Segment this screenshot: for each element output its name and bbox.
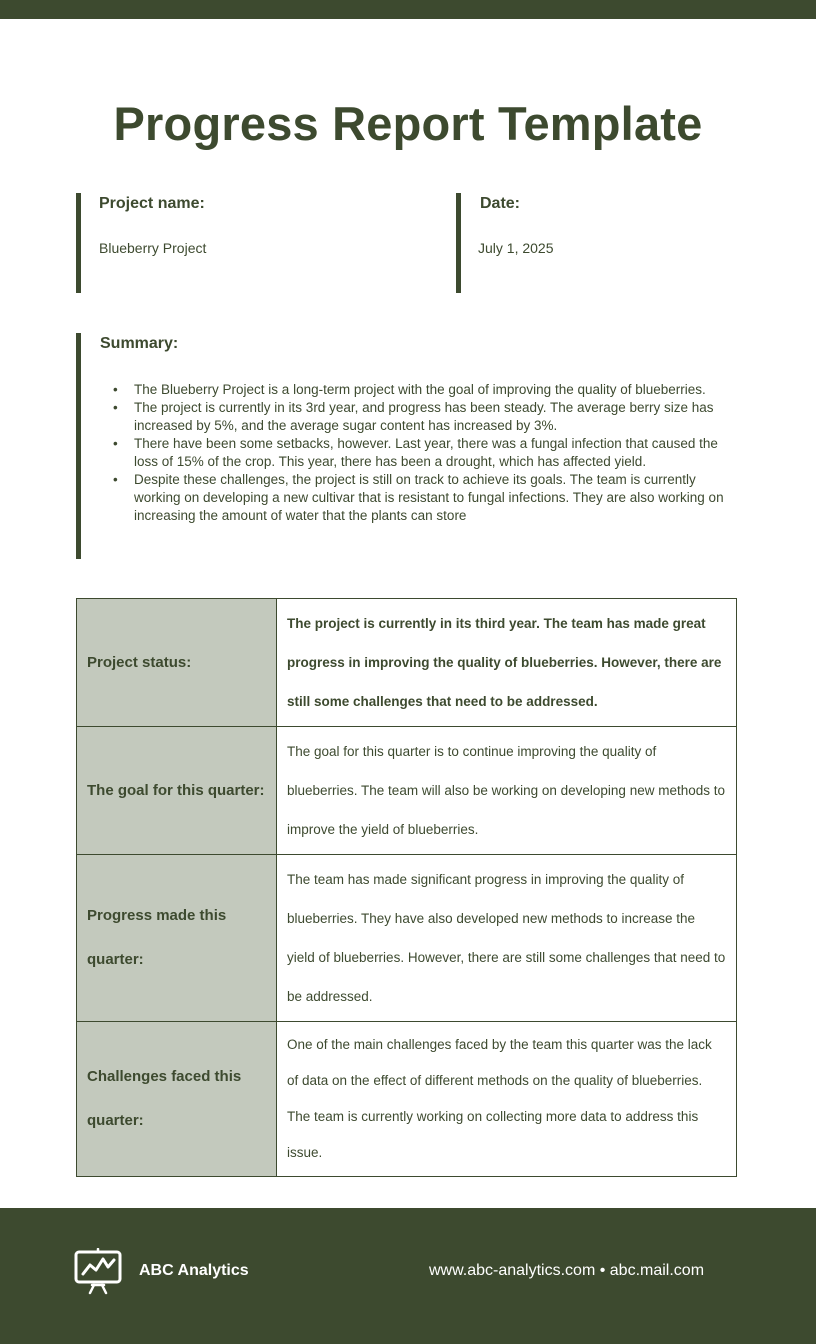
summary-item: • Despite these challenges, the project is still on track to achieve its goals. The team is currently working on developing a new cultivar that is resistant to fungal infections. They are also working on increasing the amount of water that the plants can store: [129, 471, 741, 525]
table-value: One of the main challenges faced by the team this quarter was the lack of data on the effect of different methods on the quality of blueberries. The team is currently working on collecting more data to address this issue.: [277, 1022, 737, 1177]
summary-item: • The Blueberry Project is a long-term project with the goal of improving the quality of blueberries.: [129, 381, 741, 399]
table-row-challenges: [77, 1022, 737, 1177]
table-value: The project is currently in its third year. The team has made great progress in improving the quality of blueberries. However, there are still some challenges that need to be addressed.: [277, 599, 737, 727]
summary-list: [129, 381, 741, 525]
table-row-project-status: [77, 599, 737, 727]
summary-block: [76, 333, 738, 559]
presentation-chart-icon: [74, 1248, 122, 1296]
project-name-value: Blueberry Project: [99, 240, 207, 256]
summary-item: • The project is currently in its 3rd year, and progress has been steady. The average berry size has increased by 5%, and the average sugar content has increased by 3%.: [129, 399, 741, 435]
table-key: The goal for this quarter:: [77, 727, 277, 855]
table-key: Challenges faced this quarter:: [77, 1022, 277, 1177]
project-name-block: [76, 193, 436, 293]
date-value: July 1, 2025: [478, 240, 554, 256]
summary-item: • There have been some setbacks, however. Last year, there was a fungal infection that caused the loss of 15% of the crop. This year, there has been a drought, which has affected yield.: [129, 435, 741, 471]
summary-label: Summary:: [100, 335, 179, 352]
table-row-progress: [77, 855, 737, 1022]
table-row-quarter-goal: [77, 727, 737, 855]
brand-name: ABC Analytics: [139, 1262, 249, 1279]
date-block: [456, 193, 756, 293]
table-value: The team has made significant progress in improving the quality of blueberries. They have also developed new methods to increase the yield of blueberries. However, there are still some challenges that need to be addressed.: [277, 855, 737, 1022]
page-title: Progress Report Template: [113, 97, 703, 150]
status-table: [76, 598, 737, 1177]
footer-contact: www.abc-analytics.com • abc.mail.com: [429, 1262, 705, 1279]
top-accent-bar: [0, 0, 816, 19]
date-label: Date:: [480, 195, 521, 212]
table-value: The goal for this quarter is to continue improving the quality of blueberries. The team will also be working on developing new methods to improve the yield of blueberries.: [277, 727, 737, 855]
table-key: Project status:: [77, 599, 277, 727]
table-key: Progress made this quarter:: [77, 855, 277, 1022]
project-name-label: Project name:: [99, 195, 205, 212]
